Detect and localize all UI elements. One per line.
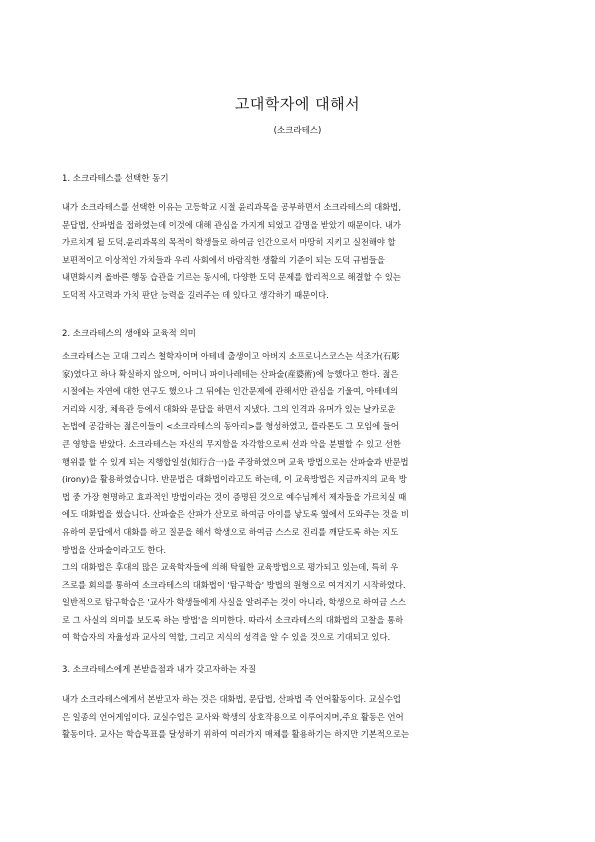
paragraph <box>62 559 520 647</box>
text-line: 논법에 공감하는 젊은이들이 <소크라테스의 동아리>를 형성하였고, 플라톤도 그 모임에 들어 <box>62 421 399 432</box>
document-title: 고대학자에 대해서 <box>234 95 361 113</box>
document-subtitle: (소크라테스) <box>273 126 322 136</box>
text-line: 가르치게 될 도덕.윤리과목의 목적이 학생들로 하여금 인간으로서 마땅히 지키고 실천해야 할 <box>62 237 396 248</box>
text-line: 행위를 할 수 있게 되는 지행합일설(知行合一)을 주장하였으며 교육 방법으로는 산파술과 반문법 <box>62 456 409 467</box>
text-line: 활동이다. 교사는 학습목표를 달성하기 위하여 여러가지 매체를 활용하기는 하지만 기본적으로는 <box>62 729 409 740</box>
text-line: 문답법, 산파법을 접하였는데 이것에 대해 관심을 가지게 되었고 감명을 받았기 때문이다. 내가 <box>62 219 401 230</box>
text-line: 에도 대화법을 썼습니다. 산파술은 산파가 산모로 하여금 아이를 낳도록 옆에서 도와주는 것을 비 <box>62 509 409 520</box>
text-line: 큰 영향을 받았다. 소크라테스는 자신의 무지함을 자각함으로써 선과 악을 분별할 수 있고 선한 <box>62 438 401 449</box>
text-line: 보편적이고 이상적인 가치들과 우리 사회에서 바람직한 생활의 기준이 되는 도덕 규범들을 <box>62 254 385 265</box>
paragraph <box>62 199 520 305</box>
text-line: 일반적으로 탐구학습은 '교사가 학생들에게 사실을 알려주는 것이 아니라, 학생으로 하여금 스스 <box>62 597 406 608</box>
text-line: 방법을 산파술이라고도 한다. <box>62 544 167 555</box>
text-line: 소크라테스는 고대 그리스 철학자이며 아테네 출생이고 아버지 소프로니스코스는 석조가(石彫 <box>62 351 400 361</box>
text-line: 즈로를 회의를 통하여 소크라테스의 대화법이 '탐구학습' 방법의 원형으로 여겨지기 시작하였다. <box>62 579 406 590</box>
text-line: 家)였다고 하나 확실하지 않으며, 어머니 파이나레테는 산파술(産婆術)에 능했다고 한다. 젊은 <box>62 368 399 379</box>
text-line: 여 학습자의 자율성과 교사의 역할, 그리고 지식의 성격을 알 수 있을 것으로 기대되고 있다. <box>62 632 391 643</box>
paragraph <box>62 348 520 559</box>
section-heading: 1. 소크라테스를 선택한 동기 <box>62 174 169 184</box>
text-line: 법 중 가장 현명하고 효과적인 방법이라는 것이 증명된 것으로 예수님께서 제자들을 가르치실 때 <box>62 491 407 502</box>
text-line: (irony)을 활용하였습니다. 반문법은 대화법이라고도 하는데, 이 교육방법은 지금까지의 교육 방 <box>62 474 407 485</box>
section-heading: 2. 소크라테스의 생애와 교육적 의미 <box>62 329 196 339</box>
text-line: 내면화시켜 올바른 행동 습관을 기르는 동시에, 다양한 도덕 문제를 합리적으로 해결할 수 있는 <box>62 272 401 283</box>
text-line: 내가 소크라테스에게서 본받고자 하는 것은 대화법, 문답법, 산파법 즉 언어활동이다. 교실수업 <box>62 694 401 704</box>
text-line: 은 일종의 언어게임이다. 교실수업은 교사와 학생의 상호작용으로 이루어지며,주요 활동은 언어 <box>62 711 404 722</box>
text-line: 유하여 문답에서 대화를 하고 질문을 해서 학생으로 하여금 스스로 진리를 깨닫도록 하는 지도 <box>62 526 399 537</box>
section-heading: 3. 소크라테스에게 본받을점과 내가 갖고자하는 자질 <box>62 665 257 675</box>
text-line: 그의 대화법은 후대의 많은 교육학자들에 의해 탁월한 교육방법으로 평가되고 있는데, 특히 우 <box>62 562 399 572</box>
text-line: 로 그 사실의 의미를 보도록 하는 방법'을 의미한다. 따라서 소크라테스의 대화법의 고찰을 통하 <box>62 614 404 625</box>
text-line: 도덕적 사고력과 가치 판단 능력을 길러주는 데 있다고 생각하기 때문이다. <box>62 289 329 300</box>
text-line: 시절에는 자연에 대한 연구도 했으나 그 뒤에는 인간문제에 관해서만 관심을 기울여, 아테네의 <box>62 386 399 397</box>
text-line: 내가 소크라테스를 선택한 이유는 고등학교 시절 윤리과목을 공부하면서 소크라테스의 대화법, <box>62 202 401 212</box>
text-line: 거리와 시장, 체육관 등에서 대화와 문답을 하면서 지냈다. 그의 인격과 유머가 있는 날카로운 <box>62 403 396 414</box>
paragraph <box>62 691 520 744</box>
